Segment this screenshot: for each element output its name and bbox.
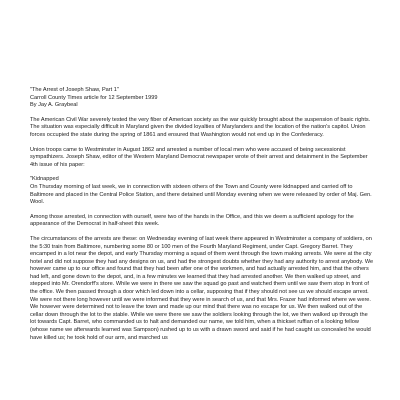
paragraph-2: Union troops came to Westminster in August 1862 and arrested a number of local men who were accused of being secessionist sympathizers. Joseph Shaw, editor of the Western Maryland Democrat newspaper wrote of their arrest and detainment in the September 4th issue of his paper:	[30, 146, 368, 168]
quote-paragraph-2: Among those arrested, in connection with ourself, were two of the hands in the Office, and this we deem a sufficient apology for the appearance of the Democrat in half-sheet this week.	[30, 213, 354, 228]
article-source: Carroll County Times article for 12 September 1999	[30, 94, 158, 101]
quote-heading: "Kidnapped	[30, 176, 59, 183]
article-byline: By Jay A. Graybeal	[30, 102, 78, 109]
article-title: "The Arrest of Joseph Shaw, Part 1"	[30, 87, 119, 93]
article-body	[30, 87, 375, 349]
spacer	[30, 110, 375, 117]
quote-paragraph-3: The circumstances of the arrests are these: on Wednesday evening of last week there appeared in Westminster a company of soldiers, on the 5:30 train from Baltimore, numbering some 80 or 100 men of the Fourth Maryland Regiment, under Capt. Gregory Barret. They encamped in a lot near the depot, and early Thursday morning a squad of them went through the town making arrests. We were at the city hotel and did not suppose they had any designs on us, and had the strongest doubts whether they had any authority to arrest anybody. We however came up to our office and found that they had been after one of the workmen, and had actually arrested him, and that the others had left, and gone down to the depot, and, in a few minutes we learned that they had arrested another. We then walked up street, and stepped into Mr. Orendorff's store. While we were in there we saw the squad go past and watched them until we saw them stop in front of the office. We then passed through a door which led down into a cellar, supposing that if they should not see us we should escape arrest. We were not there long however until we were informed that they were in search of us, and that Mrs. Frazer had informed where we were. We however were determined not to leave the town and made up our mind that there was no escape for us. We then walked out of the cellar down through the lot to the stable. While we were there we saw the soldiers looking through the lot, we then walked up through the lot towards Capt. Barret, who commanded us to halt and demanded our name, we told him, when a thickset ruffian of a looking fellow (whose name we afterwards learned was Sampson) rushed up to us with a drawn sword and said if he had caught us concealed he would have killed us; he took hold of our arm, and marched us	[30, 235, 374, 341]
quote-paragraph-1: On Thursday morning of last week, we in connection with sixteen others of the Town and County were kidnapped and carried off to Baltimore and placed in the Central Police Station, and there detained until Monday evening when we were released by order of Maj. Gen. Wool.	[30, 183, 372, 206]
paragraph-1: The American Civil War severely tested the very fiber of American society as the war quickly brought about the suspension of basic rights. The situation was especially difficult in Maryland given the divided loyalties of Marylanders and the location of the nation's capitol. Union forces occupied the state during the spring of 1861 and ensured that Washington would not end up in the Confederacy.	[30, 116, 371, 138]
